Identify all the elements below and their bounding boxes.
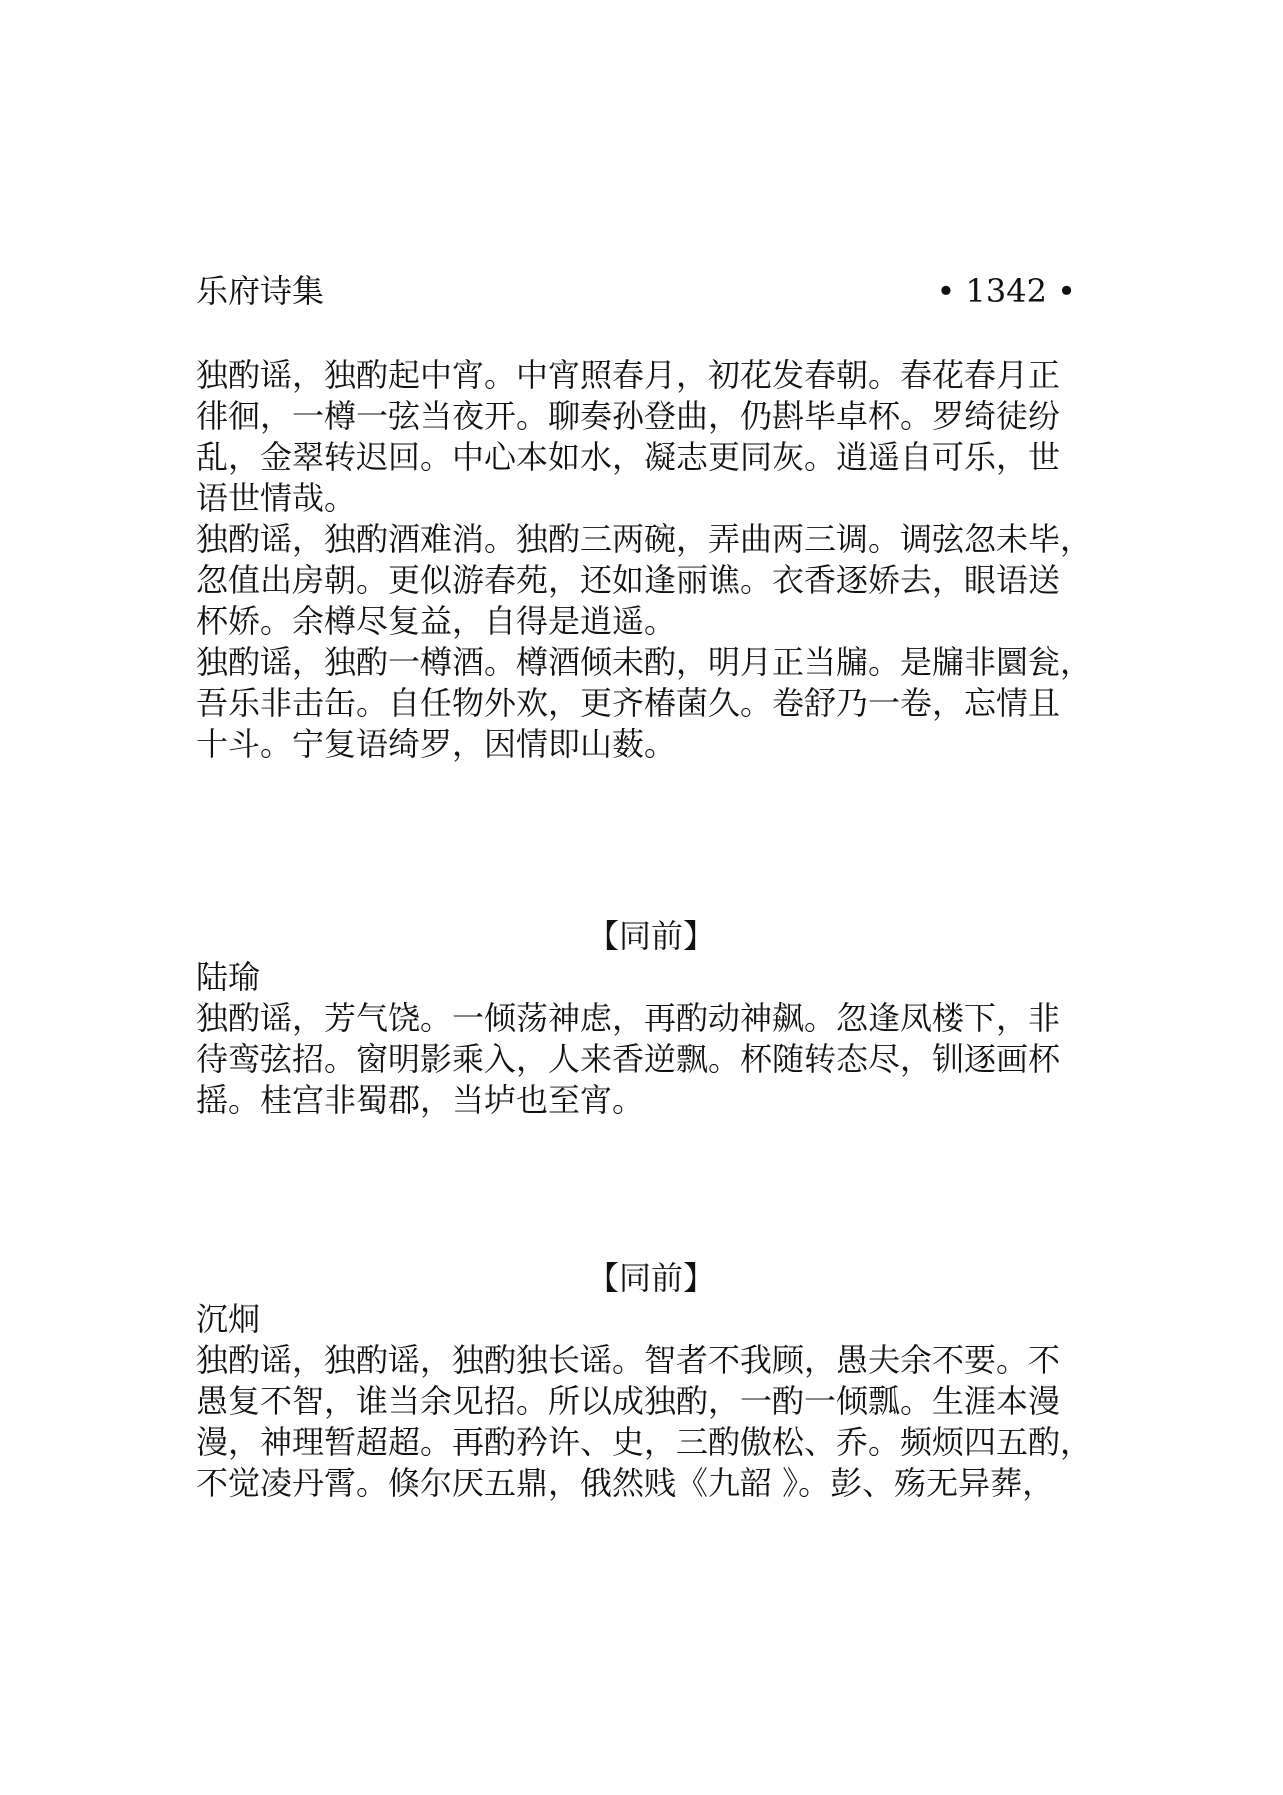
page-header: [196, 266, 1076, 316]
poem-text: 独酌谣，独酌起中宵。中宵照春月，初花发春朝。春花春月正 徘徊，一樽一弦当夜开。聊奏孙登曲，仍斟毕卓杯。罗绮徒纷 乱，金翠转迟回。中心本如水，凝志更同灰。逍遥自可乐，世 语世情哉。 独酌谣，独酌酒难消。独酌三两碗，弄曲两三调。调弦忽未毕， 忽值出房朝。更似游春苑，还如逢丽谯。衣香逐娇去，眼语送 杯娇。余樽尽复益，自得是逍遥。 独酌谣，独酌一樽酒。樽酒倾未酌，明月正当牖。是牖非圜瓮， 吾乐非击缶。自任物外欢，更齐椿菌久。卷舒乃一卷，忘情且 十斗。宁复语绮罗，因情即山薮。: [196, 356, 1093, 763]
author-name: 沉炯: [196, 1300, 261, 1338]
book-title: 乐府诗集: [196, 272, 325, 310]
page-number: • 1342 •: [936, 272, 1076, 310]
poem-section-2: [196, 916, 1106, 1121]
poem-text: 独酌谣，独酌谣，独酌独长谣。智者不我顾，愚夫余不要。不 愚复不智，谁当余见招。所以成独酌，一酌一倾瓢。生涯本漫 漫，神理暂超超。再酌矜许、史，三酌傲松、乔。频烦四五酌， 不觉凌丹霄。倏尔厌五鼎，俄然贱《九韶 》。彭、殇无异葬，: [196, 1341, 1093, 1502]
poem-section-3: [196, 1258, 1106, 1504]
section-title: 【同前】: [586, 1259, 715, 1297]
poem-section-1: [196, 355, 1106, 765]
poem-text: 独酌谣，芳气饶。一倾荡神虑，再酌动神飙。忽逢凤楼下，非 待鸾弦招。窗明影乘入，人来香逆飘。杯随转态尽，钏逐画杯 摇。桂宫非蜀郡，当垆也至宵。: [196, 999, 1061, 1119]
author-name: 陆瑜: [196, 958, 261, 996]
section-title: 【同前】: [586, 917, 715, 955]
